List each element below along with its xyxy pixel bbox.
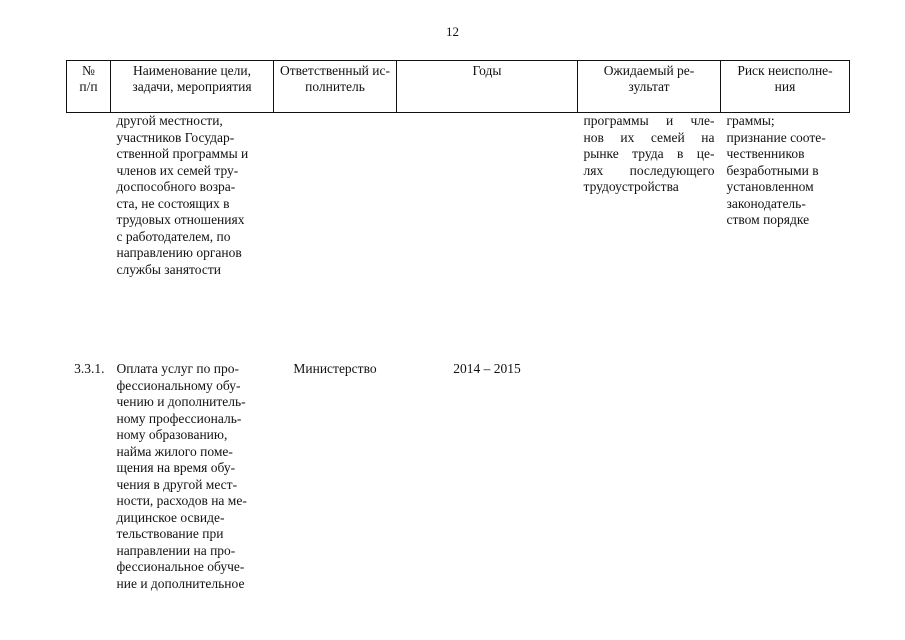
cell-executor: Министерство [293,361,377,376]
table-header-row [67,61,850,113]
text-line: ному профессиональ- [116,410,242,426]
header-executor [274,61,397,113]
header-risk-line: Риск неисполне- [737,63,833,78]
header-num-line: № [82,63,95,78]
text-line: направлению органов [116,245,242,260]
cell-years: 2014 – 2015 [453,361,521,376]
cell-risk [721,113,850,352]
text-line: членов их семей тру- [116,162,239,178]
text-line: с работодателем, по [116,228,231,244]
page-number: 12 [446,24,459,39]
text-line: чению и дополнитель- [116,394,246,409]
header-risk-line: ния [774,79,796,94]
header-result [578,61,721,113]
header-years-line: Годы [472,63,502,78]
text-line: ственной программы и [116,146,249,161]
header-name [111,61,274,113]
cell-risk [721,351,850,592]
text-line: участников Государ- [116,129,235,145]
text-line: тельствование при [116,526,224,541]
header-executor-line: Ответственный ис- [279,63,390,78]
header-risk [721,61,850,113]
text-line: ние и дополнительное [116,575,245,591]
text-line: чения в другой мест- [116,476,238,492]
text-line: фессиональное обуче- [116,559,245,574]
table-row-item-3-3-1 [67,351,850,592]
table-row-continuation [67,113,850,352]
text-line: дицинское освиде- [116,509,225,525]
text-line: законодатель- [726,195,806,211]
text-line: другой местности, [116,113,223,128]
text-line: чественников [726,146,805,161]
cell-num: 3.3.1. [74,361,105,376]
text-line: ста, не состоящих в [116,195,230,211]
text-line: признание сооте- [726,129,826,145]
text-line: нов их семей на [583,129,715,145]
cell-name [111,113,274,352]
header-name-line: Наименование цели, [132,63,252,78]
text-line: трудовых отношениях [116,212,245,227]
text-line: щения на время обу- [116,460,236,475]
text-line: установленном [726,179,814,194]
text-line: направлении на про- [116,542,236,558]
cell-years [397,113,578,352]
text-line: ством порядке [726,212,810,227]
header-executor-line: полнитель [305,79,365,94]
header-result-line: зультат [628,79,670,94]
header-result-line: Ожидаемый ре- [603,63,695,78]
text-line: рынке труда в це- [583,146,715,161]
header-num-line: п/п [79,79,98,94]
text-line: доспособного возра- [116,179,236,194]
cell-num [67,113,111,352]
program-activities-table [66,60,850,592]
text-line: фессиональному обу- [116,377,241,393]
text-line: ному образованию, [116,427,228,442]
text-line: Оплата услуг по про- [116,361,239,376]
header-num [67,61,111,113]
text-line: найма жилого поме- [116,443,233,459]
text-line: граммы; [726,113,775,128]
text-line: ности, расходов на ме- [116,493,247,508]
cell-result [578,351,721,592]
text-line: безработными в [726,162,819,178]
text-line: лях последующего [583,162,715,178]
text-line: трудоустройства [583,179,679,194]
cell-name [111,351,274,592]
header-years [397,61,578,113]
text-line: программы и чле- [583,113,715,128]
cell-result [578,113,721,352]
header-name-line: задачи, мероприятия [132,79,252,94]
cell-executor [274,113,397,352]
text-line: службы занятости [116,261,221,277]
